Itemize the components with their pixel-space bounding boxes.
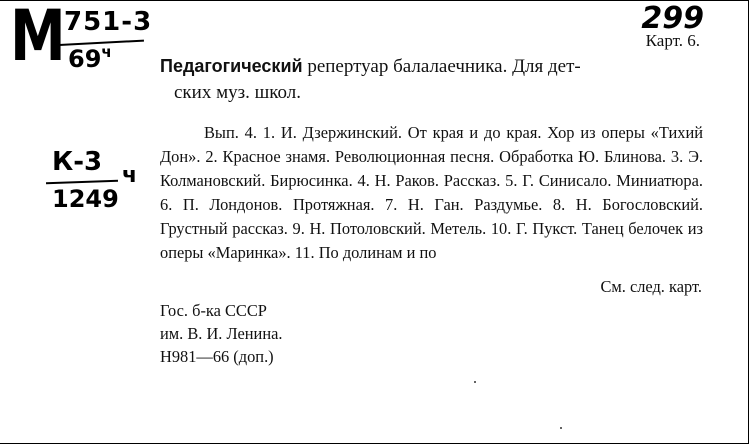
scan-speck (560, 427, 562, 429)
call-number-2-divider (46, 180, 118, 185)
title-bold-word: Педагогический (160, 56, 303, 76)
call-number-1-top: 751-3 (64, 7, 153, 37)
title-continuation: репертуар балалаечника. Для дет- (302, 56, 581, 77)
contents-paragraph: Вып. 4. 1. И. Дзержинский. От края и до края. Хор из оперы «Тихий Дон». 2. Красное знамя. Революционная песня. Обработка Ю. Блинова. 3. Э. Колмановский. Бирюсинка. 4. Н. Раков. Рассказ. 5. Г. Синисало. Миниатюра. 6. П. Лондонов. Протяжная. 7. Н. Ган. Раздумье. 8. Н. Богословский. Грустный рассказ. 9. Н. Потоловский. Метель. 10. Г. Пукст. Танец белочек из оперы «Маринка». 11. По долинам и по (160, 123, 703, 262)
scan-speck (474, 381, 476, 383)
call-number-1-bottom (68, 45, 112, 73)
library-imprint (160, 299, 282, 368)
card-title (160, 53, 700, 106)
title-second-line: ских муз. школ. (174, 82, 301, 103)
call-number-1-bottom-value: 69 (68, 45, 102, 73)
call-number-2-top: К-3 (52, 147, 103, 177)
card-sequence-label: Карт. 6. (645, 31, 700, 50)
call-number-2-bottom: 1249 (52, 185, 119, 213)
handwritten-letter-m: M (10, 0, 65, 77)
call-number-2-mark: ч (122, 163, 138, 188)
handwritten-card-number: 299 (641, 1, 704, 36)
see-next-card: См. след. карт. (600, 277, 702, 296)
call-number-1-mark: ч (101, 43, 112, 61)
library-line-3: Н981—66 (доп.) (160, 347, 274, 366)
library-line-2: им. В. И. Ленина. (160, 324, 283, 343)
card-body (160, 121, 703, 265)
library-line-1: Гос. б-ка СССР (160, 301, 267, 320)
